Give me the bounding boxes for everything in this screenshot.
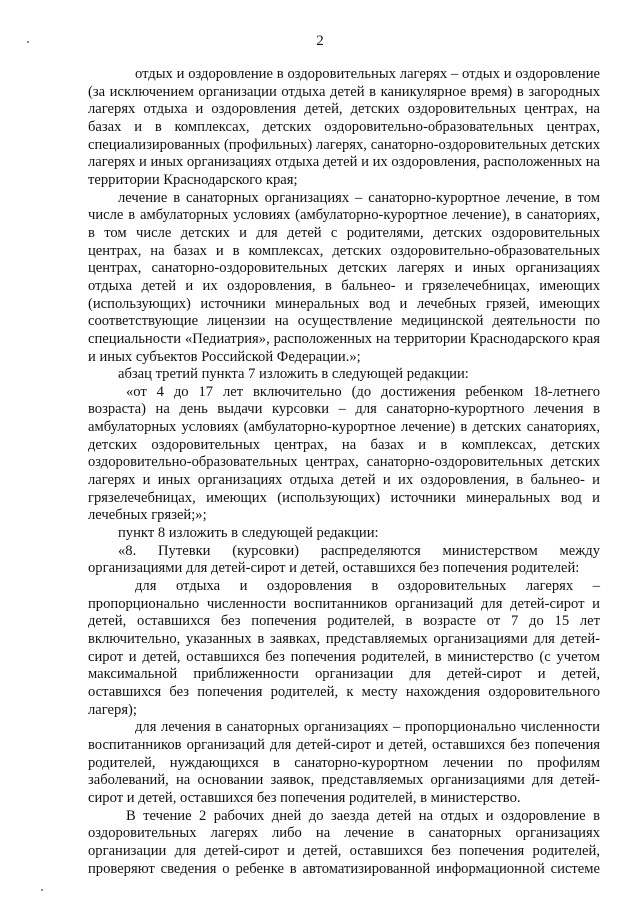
scan-speck (27, 41, 29, 43)
paragraph-sanatorium-definition: лечение в санаторных организациях – санаторно-курортное лечение, в том числе в амбулаторных условиях (амбулаторно-курортное лечение), в санаториях, в том числе детских и для детей с родителями, детских оздоровительных центрах, на базах и в комплексах, детских оздоровительно-образовательных центрах, санаторно-оздоровительных детских лагерях и иных организациях отдыха детей и их оздоровления, в бальнео- и грязелечебницах, имеющих (использующих) источники минеральных вод и лечебных грязей, имеющих соответствующие лицензии на осуществление медицинской деятельности по специальности «Педиатрия», расположенных на территории Краснодарского края и иных субъектов Российской Федерации.»; (88, 189, 600, 365)
paragraph-clause8-text: «8. Путевки (курсовки) распределяются министерством между организациями для детей-сирот и детей, оставшихся без попечения родителей: (88, 542, 600, 577)
paragraph-verification: В течение 2 рабочих дней до заезда детей на отдых и оздоровление в оздоровительных лагерях либо на лечение в санаторных организациях организации для детей-сирот и детей, оставшихся без попечения родителей, проверяют сведения о ребенке в автоматизированной информационной системе (88, 807, 600, 877)
page-number: 2 (316, 33, 324, 49)
paragraph-recreation-distribution: для отдыха и оздоровления в оздоровительных лагерях – пропорционально численности воспитанников организаций для детей-сирот и детей, оставшихся без попечения родителей, в возрасте от 7 до 15 лет включительно, указанных в заявках, представляемых организациями для детей-сирот и детей, оставшихся без попечения родителей, в министерство (с учетом максимальной приближенности организации для детей-сирот и детей, оставшихся без попечения родителей, к месту нахождения оздоровительного лагеря); (88, 578, 600, 718)
paragraph-recreation-definition: отдых и оздоровление в оздоровительных лагерях – отдых и оздоровление (за исключением организации отдыха детей в каникулярное время) в загородных лагерях отдыха и оздоровления детей, детских оздоровительных центрах, на базах и в комплексах, детских оздоровительно-образовательных центрах, специализированных (профильных) лагерях, санаторно-оздоровительных детских лагерях и иных организациях отдыха детей и их оздоровления, расположенных на территории Краснодарского края; (88, 66, 600, 188)
paragraph-clause7-text: «от 4 до 17 лет включительно (до достижения ребенком 18-летнего возраста) на день выдачи курсовки – для санаторно-курортного лечения в амбулаторных условиях (амбулаторно-курортное лечение) в детских санаториях, детских оздоровительных центрах, на базах и в комплексах, детских оздоровительно-образовательных центрах, санаторно-оздоровительных детских лагерях и иных организациях отдыха детей и их оздоровления, в бальнео- и грязелечебницах, имеющих (использующих) источники минеральных вод и лечебных грязей;»; (88, 383, 600, 524)
paragraph-treatment-distribution: для лечения в санаторных организациях – пропорционально численности воспитанников организаций для детей-сирот и детей, оставшихся без попечения родителей, нуждающихся в санаторно-курортном лечении по профилям заболеваний, на основании заявок, представляемых организациями для детей-сирот и детей, оставшихся без попечения родителей, в министерство. (88, 719, 600, 806)
paragraph-clause8-intro: пункт 8 изложить в следующей редакции: (118, 525, 379, 542)
document-body (88, 66, 600, 878)
paragraph-clause7-intro: абзац третий пункта 7 изложить в следующей редакции: (118, 366, 469, 383)
scan-speck (41, 889, 43, 891)
